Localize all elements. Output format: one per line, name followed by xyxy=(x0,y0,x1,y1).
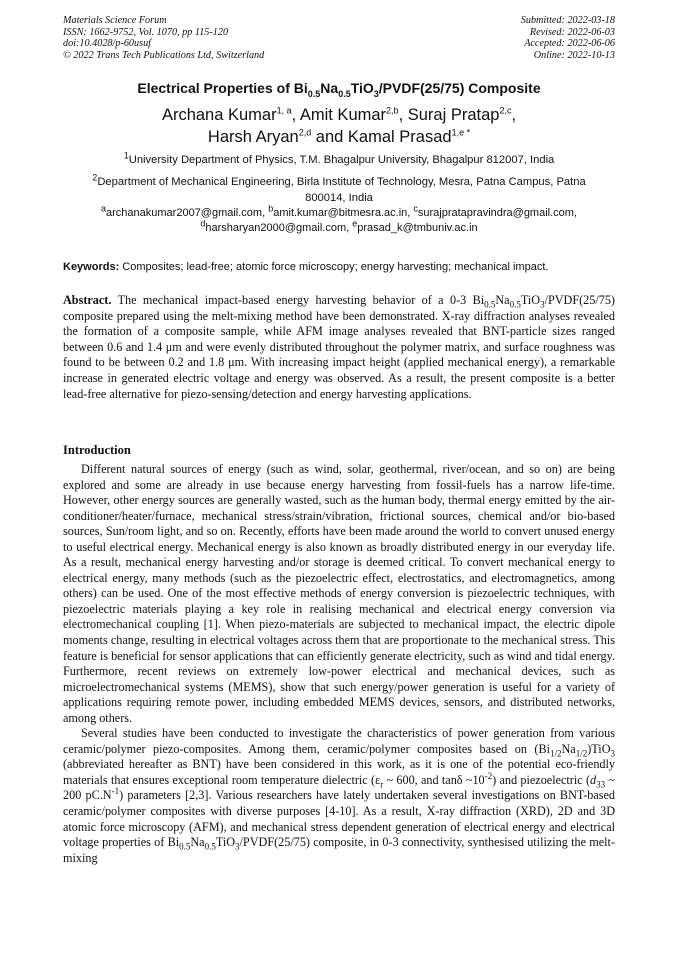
subscript: 1/2 xyxy=(549,748,562,759)
author-name: , Amit Kumar xyxy=(291,106,387,124)
title-part: Electrical Properties of Bi xyxy=(137,80,308,96)
email-list xyxy=(63,203,615,236)
paragraph xyxy=(63,726,615,866)
title-subscript: 3 xyxy=(373,88,379,99)
text-run: ~ 600, and tanδ ~10 xyxy=(383,772,485,787)
subscript: 0.5 xyxy=(204,841,216,852)
text-run: /PVDF(25/75) composite, in 0-3 connectivity, synthesised utilizing the melt-mixing xyxy=(63,835,615,865)
affiliation-text: University Department of Physics, T.M. Bhagalpur University, Bhagalpur 812007, India xyxy=(128,154,555,166)
header-right xyxy=(521,15,615,61)
abstract xyxy=(63,293,615,402)
abstract-text: Na xyxy=(495,293,510,307)
email-link[interactable]: prasad_k@tmbuniv.ac.in xyxy=(357,222,478,234)
online-date: Online: 2022-10-13 xyxy=(533,49,615,61)
text-run: TiO xyxy=(215,835,236,850)
text-run: )TiO xyxy=(587,741,611,756)
subscript: 1/2 xyxy=(575,748,588,759)
subscript: 0.5 xyxy=(179,841,191,852)
journal-name: Materials Science Forum xyxy=(63,15,167,26)
abstract-subscript: 0.5 xyxy=(509,299,521,310)
accepted-date: Accepted: 2022-06-06 xyxy=(524,38,615,49)
text-run: Na xyxy=(561,741,576,756)
email-link[interactable]: harsharyan2000@gmail.com, xyxy=(205,222,353,234)
issn: ISSN: 1662-9752, Vol. 1070, pp 115-120 xyxy=(63,26,229,38)
keywords-text: Composites; lead-free; atomic force microscopy; energy harvesting; mechanical impact. xyxy=(119,261,549,273)
author-name: and Kamal Prasad xyxy=(311,128,452,146)
subscript: 33 xyxy=(596,779,606,790)
introduction-body xyxy=(63,462,615,866)
affiliation-text: Department of Mechanical Engineering, Birla Institute of Technology, Mesra, Patna Campus, Patna 800014, India xyxy=(97,176,586,204)
keywords xyxy=(63,260,615,274)
section-heading-introduction: Introduction xyxy=(63,443,131,457)
title-subscript: 0.5 xyxy=(307,88,321,99)
author-name: , Suraj Pratap xyxy=(398,106,500,124)
subscript: 3 xyxy=(235,841,240,852)
author-name: Harsh Aryan xyxy=(207,128,299,146)
copyright: © 2022 Trans Tech Publications Ltd, Switzerland xyxy=(63,49,265,61)
italic-symbol: d xyxy=(590,772,597,787)
abstract-text: TiO xyxy=(520,293,541,307)
title-subscript: 0.5 xyxy=(338,88,351,99)
abstract-subscript: 3 xyxy=(540,299,545,310)
text-run: Na xyxy=(190,835,205,850)
author-affil-mark: 1,e * xyxy=(451,127,471,138)
paper-title xyxy=(30,80,648,99)
superscript: -2 xyxy=(484,770,493,781)
author-affil-mark: 2,d xyxy=(298,127,312,138)
text-run: (abbreviated hereafter as BNT) have been considered in this work, as it is one of the potential eco-friendly materials that ensures exceptional room temperature dielectric (ε xyxy=(63,757,615,787)
affiliation-1 xyxy=(63,150,615,169)
abstract-subscript: 0.5 xyxy=(484,299,496,310)
email-mark: d xyxy=(200,218,206,229)
email-link[interactable]: archanakumar2007@gmail.com, xyxy=(106,207,269,219)
paragraph: Different natural sources of energy (such as wind, solar, geothermal, river/ocean, and so on) are being explored and some are already in use because energy harvesting from fossil-fuels has a narrow life-time. However, other energy sources are generally wasted, such as the human body, thermal energy emitted by the air-conditioner/heater/furnace, mechanical stress/strain/vibration, frictional sources, chemical and/or bio-based sources, Sun/room light, and so on. Recently, efforts have been made around the world to convert unused energy to useful electrical energy. Mechanical energy is also known as broadly distributed energy in our everyday life. As a result, mechanical energy harvesting and/or storage is deemed critical. To convert mechanical energy to electrical energy, many methods (such as the piezoelectric effect, electrostatics, and electromagnetics, among others) can be used. One of the most effective methods of energy conversion is piezoelectric techniques, with piezoelectric materials playing a key role in realising mechanical and electrical energy conversion via electromechanical coupling [1]. When piezo-materials are subjected to mechanical impact, the electric dipole moments change, resulting in electrical voltages across them that are proportionate to the mechanical stress. This feature is beneficial for sensor applications that can efficiently generate electricity, such as wind and tidal energy. Furthermore, recent reviews on extremely low-power electrical and mechanical devices, such as microelectromechanical systems (MEMS), show that such energy/power generation is useful for a variety of applications requiring remote power, including embedded MEMS devices, sensors, and distributed networks, among others. xyxy=(63,462,615,725)
title-part: Na xyxy=(320,80,339,96)
abstract-label: Abstract. xyxy=(63,293,112,307)
email-mark: e xyxy=(352,218,358,229)
keywords-label: Keywords: xyxy=(63,261,120,273)
header-left xyxy=(63,15,264,61)
author-affil-mark: 1, a xyxy=(276,105,292,116)
abstract-text: The mechanical impact-based energy harvesting behavior of a 0-3 Bi xyxy=(111,293,485,307)
author-affil-mark: 2,c xyxy=(499,105,512,116)
title-part: TiO xyxy=(350,80,374,96)
email-link[interactable]: amit.kumar@bitmesra.ac.in, xyxy=(273,207,414,219)
author-name: Archana Kumar xyxy=(161,106,277,124)
affiliation-mark: 2 xyxy=(92,172,98,183)
author-separator: , xyxy=(511,106,517,124)
author-affil-mark: 2,b xyxy=(386,105,399,116)
subscript: r xyxy=(380,779,384,790)
affiliation-mark: 1 xyxy=(123,150,129,161)
journal-header xyxy=(63,15,615,61)
text-run: ) parameters [2,3]. Various researchers have lately undertaken several investigations on BNT-based ceramic/polymer composites with diverse purposes [4-10]. As a result, X-ray diffraction (XRD), 2D and 3D atomic force microscopy (AFM), and mechanical stress dependent generation of electrical energy and electrical voltage properties of Bi xyxy=(63,788,615,850)
text-run: Several studies have been conducted to investigate the characteristics of power generation from various ceramic/polymer piezo-composites. Among them, ceramic/polymer composites based on (Bi xyxy=(63,726,615,756)
email-mark: b xyxy=(268,203,274,214)
affiliation-2 xyxy=(63,172,615,206)
email-mark: a xyxy=(101,203,107,214)
submitted-date: Submitted: 2022-03-18 xyxy=(520,15,615,26)
title-part: /PVDF(25/75) Composite xyxy=(378,80,541,96)
abstract-text: /PVDF(25/75) composite prepared using the melt-mixing method have been demonstrated. X-ray diffraction analyses revealed the formation of a composite sample, while AFM image analyses revealed that BNT-particle sizes ranged between 0.6 and 1.4 μm and were evenly distributed throughout the polymer matrix, and surface roughness was found to be between 0.2 and 1.8 μm. With increasing impact height (applied mechanical energy), a remarkable increase in generated electric voltage and energy was observed. As a result, the present composite is a better lead-free alternative for piezo-sensing/detection and energy harvesting applications. xyxy=(63,293,615,401)
email-link[interactable]: surajpratapravindra@gmail.com, xyxy=(417,207,577,219)
email-mark: c xyxy=(413,203,418,214)
revised-date: Revised: 2022-06-03 xyxy=(529,26,615,38)
text-run: ) and piezoelectric ( xyxy=(492,772,591,787)
superscript: -1 xyxy=(111,786,120,797)
text-run: ~ 200 pC.N xyxy=(63,772,616,803)
subscript: 3 xyxy=(610,748,615,759)
doi: doi:10.4028/p-60usuf xyxy=(63,38,152,49)
author-list xyxy=(30,104,648,148)
